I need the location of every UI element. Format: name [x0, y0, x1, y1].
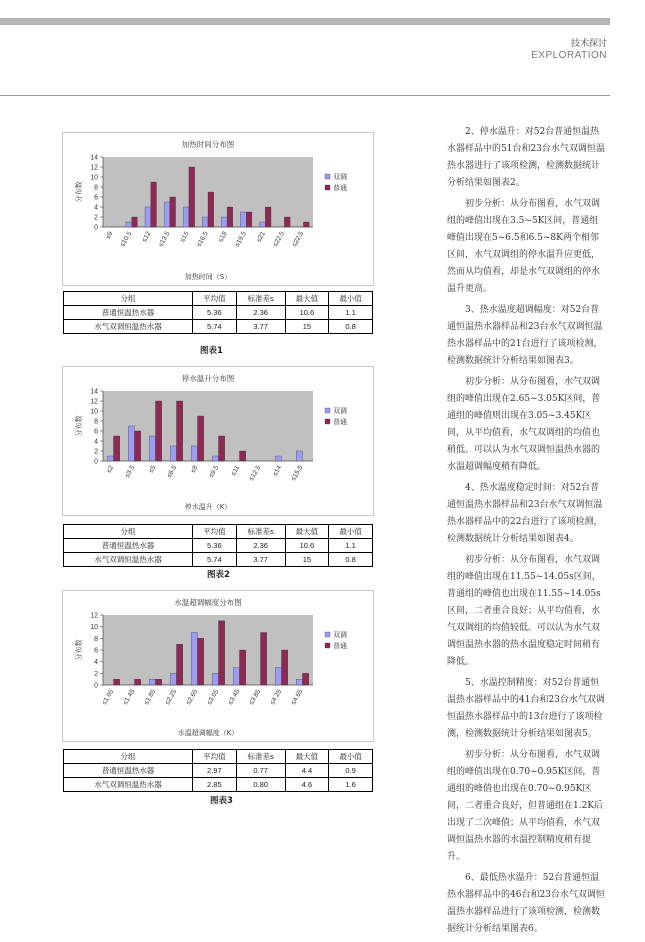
bar — [240, 451, 246, 461]
bar — [132, 217, 138, 227]
stats-table-2 — [63, 524, 373, 567]
bar — [107, 456, 113, 461]
x-tick-label: ≤1.85 — [143, 688, 158, 707]
y-tick-label: 12 — [90, 164, 98, 172]
legend-swatch — [325, 419, 330, 424]
bar — [177, 401, 183, 461]
table-row — [64, 320, 373, 334]
y-tick-label: 6 — [94, 428, 98, 436]
legend-swatch — [325, 185, 330, 190]
x-tick-label: ≤15 — [179, 230, 191, 244]
x-tick-label: ≤13.5 — [157, 230, 172, 249]
chart-heating-time — [62, 132, 374, 286]
bar — [275, 456, 281, 461]
y-tick-label: 2 — [94, 670, 98, 678]
bar — [151, 182, 157, 227]
y-tick-label: 8 — [94, 418, 98, 426]
x-axis-label: 水温超调幅度（K） — [177, 729, 239, 737]
table-cell: 3.77 — [236, 320, 285, 334]
bar — [282, 650, 288, 685]
table-cell: 0.9 — [329, 764, 373, 778]
y-tick-label: 10 — [90, 408, 98, 416]
legend-swatch — [325, 632, 330, 637]
x-tick-label: ≤12 — [140, 230, 153, 244]
bar — [227, 207, 233, 227]
x-tick-label: ≤4.65 — [290, 688, 305, 707]
x-tick-label: ≤3.45 — [227, 688, 242, 707]
table-header-row — [64, 292, 373, 306]
y-tick-label: 10 — [90, 174, 98, 182]
table-cell: 1.1 — [329, 539, 373, 553]
x-tick-label: ≤4.25 — [269, 688, 284, 707]
bar — [156, 401, 162, 461]
table-cell: 2.36 — [236, 306, 285, 320]
table-cell: 水气双调恒温热水器 — [64, 778, 193, 792]
table-cell: 0.8 — [329, 320, 373, 334]
table-cell: 10.6 — [285, 306, 329, 320]
bar — [177, 644, 183, 685]
table-cell: 0.77 — [236, 764, 285, 778]
bar — [284, 217, 290, 227]
x-tick-label: ≤18 — [217, 230, 229, 244]
x-tick-label: ≤9 — [104, 230, 115, 241]
table-cell: 15 — [285, 320, 329, 334]
bar — [149, 436, 155, 461]
y-tick-label: 4 — [94, 204, 98, 212]
table-cell: 水气双调恒温热水器 — [64, 320, 193, 334]
table-cell: 水气双调恒温热水器 — [64, 553, 193, 567]
chart-overshoot-svg — [63, 591, 373, 741]
x-tick-label: ≤10.5 — [119, 230, 134, 249]
table-header-cell: 最小值 — [329, 525, 373, 539]
bar — [170, 197, 176, 227]
table-cell: 2.85 — [193, 778, 237, 792]
x-tick-label: ≤14 — [271, 464, 284, 478]
y-tick-label: 0 — [94, 458, 98, 466]
x-tick-label: ≤22.5 — [271, 230, 287, 249]
stats-table-1 — [63, 291, 373, 334]
y-axis-label: 分布数 — [75, 639, 83, 661]
table-row — [64, 306, 373, 320]
chart-heating-time-svg — [63, 133, 373, 285]
paragraph: 初步分析：从分布图看，水气双调组的峰值出现在3.5~5K区间，普通组峰值出现在5~6.5和6.5~8K两个相邻区间，水气双调组的停水温升应更低，然而从均值看，却是水气双调组的停水温升更高。 — [447, 199, 601, 294]
legend-swatch — [325, 643, 330, 648]
bar — [212, 456, 218, 461]
bar — [221, 217, 227, 227]
bar — [261, 633, 267, 686]
stats-table-3 — [63, 749, 373, 792]
y-tick-label: 4 — [94, 659, 98, 667]
x-tick-label: ≤2.65 — [185, 688, 200, 707]
table-cell: 0.80 — [236, 778, 285, 792]
y-tick-label: 2 — [94, 448, 98, 456]
x-tick-label: ≤1.05 — [101, 688, 116, 707]
y-tick-label: 12 — [90, 612, 98, 620]
bar — [219, 436, 225, 461]
paragraph: 4、热水温度稳定时间：对52台普通恒温热水器样品和23台水气双调恒温热水器样品中的22台进行了该项检测，检测数据统计分析结果如图表4。 — [447, 483, 603, 544]
x-tick-label: ≤9.5 — [207, 464, 221, 479]
legend-swatch — [325, 408, 330, 413]
paragraph: 初步分析：从分布图看，水气双调组的峰值出现在2.65~3.05K区间，普通组的峰值则出现在3.05~3.45K区间，从平均值看，水气双调组的均值也稍低。可以认为水气双调恒温热水器的水温超调幅度稍有降低。 — [447, 377, 601, 472]
y-axis-label: 分布数 — [75, 415, 83, 437]
y-tick-label: 0 — [94, 682, 98, 690]
section-label-en: EXPLORATION — [531, 50, 607, 61]
table-cell: 4.6 — [285, 778, 329, 792]
bar — [114, 436, 120, 461]
table-header-cell: 分组 — [64, 292, 193, 306]
table-header-cell: 最小值 — [329, 750, 373, 764]
x-axis-label: 加热时间（S） — [184, 273, 232, 281]
bar — [128, 426, 134, 461]
bar — [145, 207, 151, 227]
y-tick-label: 8 — [94, 635, 98, 643]
x-tick-label: ≤21 — [255, 230, 268, 244]
x-tick-label: ≤3.5 — [123, 464, 137, 479]
table-row — [64, 539, 373, 553]
bar — [191, 633, 197, 686]
table-cell: 5.36 — [193, 306, 237, 320]
table-cell: 5.36 — [193, 539, 237, 553]
paragraph: 初步分析：从分布图看，水气双调组的峰值出现在0.70~0.95K区间，普通组的峰值也出现在0.70~0.95K区间，二者重合良好，但普通组在1.2K后出现了二次峰值；从平均值看，水气双调恒温热水器的水温控制精度稍有提升。 — [447, 750, 604, 862]
chart-title: 水温超调幅度分布图 — [174, 598, 242, 607]
bar — [260, 222, 266, 227]
bar — [135, 431, 141, 461]
chart-water-temp-rise — [62, 366, 374, 516]
y-tick-label: 4 — [94, 438, 98, 446]
bar — [265, 207, 271, 227]
x-tick-label: ≤3.05 — [206, 688, 221, 707]
x-tick-label: ≤1.45 — [122, 688, 137, 707]
table-header-cell: 平均值 — [193, 525, 237, 539]
table-cell: 4.4 — [285, 764, 329, 778]
y-tick-label: 6 — [94, 194, 98, 202]
bar — [240, 212, 246, 227]
bar — [198, 638, 204, 685]
table-header-cell: 分组 — [64, 525, 193, 539]
legend-label: 普通 — [333, 184, 347, 192]
header-rule — [0, 95, 610, 96]
x-tick-label: ≤16.5 — [195, 230, 210, 249]
table-header-cell: 标准差s — [236, 750, 285, 764]
bar — [183, 207, 189, 227]
table-row — [64, 764, 373, 778]
figure-caption: 图表1 — [200, 346, 223, 356]
x-tick-label: ≤5 — [147, 464, 158, 475]
legend-label: 双调 — [333, 631, 347, 639]
x-tick-label: ≤2 — [105, 464, 116, 475]
y-tick-label: 8 — [94, 184, 98, 192]
x-tick-label: ≤22.5 — [291, 230, 306, 249]
figure-caption: 图表2 — [207, 570, 230, 580]
table-cell: 5.74 — [193, 553, 237, 567]
y-tick-label: 12 — [90, 398, 98, 406]
bar — [246, 212, 252, 227]
bar — [135, 679, 141, 685]
chart-title: 停水温升分布图 — [181, 374, 235, 383]
bar — [240, 650, 246, 685]
bar — [296, 679, 302, 685]
section-label: 技术探讨 — [570, 39, 607, 49]
table-cell: 3.77 — [236, 553, 285, 567]
bar — [212, 673, 218, 685]
table-row — [64, 553, 373, 567]
x-tick-label: ≤11 — [230, 464, 242, 477]
bar — [170, 446, 176, 461]
legend-label: 普通 — [333, 642, 347, 650]
header-bar — [0, 18, 610, 25]
y-tick-label: 14 — [90, 154, 98, 162]
y-tick-label: 0 — [94, 224, 98, 232]
table-cell: 普通恒温热水器 — [64, 539, 193, 553]
bar — [114, 679, 120, 685]
table-cell: 0.8 — [329, 553, 373, 567]
table-cell: 1.1 — [329, 306, 373, 320]
table-header-row — [64, 525, 373, 539]
table-header-cell: 最大值 — [285, 292, 329, 306]
bar — [275, 668, 281, 686]
bar — [219, 621, 225, 685]
table-cell: 普通恒温热水器 — [64, 764, 193, 778]
bar — [149, 679, 155, 685]
table-header-cell: 最大值 — [285, 750, 329, 764]
table-header-row — [64, 750, 373, 764]
table-cell: 15 — [285, 553, 329, 567]
bar — [296, 451, 302, 461]
y-axis-label: 分布数 — [75, 181, 83, 203]
paragraph: 6、最低热水温升：52台普通恒温热水器样品中的46台和23台水气双调恒温热水器样品进行了该项检测，检测数据统计分析结果图表6。 — [447, 873, 605, 934]
table-row — [64, 778, 373, 792]
x-axis-label: 停水温升（K） — [184, 503, 232, 511]
article-body — [447, 124, 607, 942]
table-cell: 2.97 — [193, 764, 237, 778]
table-cell: 1.6 — [329, 778, 373, 792]
table-cell: 2.36 — [236, 539, 285, 553]
bar — [303, 673, 309, 685]
x-tick-label: ≤2.25 — [164, 688, 179, 707]
chart-overshoot — [62, 590, 374, 742]
chart-water-temp-rise-svg — [63, 367, 373, 515]
x-tick-label: ≤8 — [189, 464, 200, 475]
bar — [233, 668, 239, 686]
x-tick-label: ≤3.85 — [248, 688, 263, 707]
x-tick-label: ≤19.5 — [233, 230, 248, 249]
legend-label: 普通 — [333, 418, 347, 426]
table-header-cell: 最大值 — [285, 525, 329, 539]
bar — [303, 222, 309, 227]
chart-title: 加热时间分布图 — [181, 140, 235, 149]
table-cell: 10.6 — [285, 539, 329, 553]
paragraph: 5、水温控制精度：对52台普通恒温热水器样品中的41台和23台水气双调恒温热水器样品中的13台进行了该项检测，检测数据统计分析结果如图表5。 — [447, 678, 605, 739]
paragraph: 初步分析：从分布图看，水气双调组的峰值出现在11.55~14.05s区间，普通组的峰值也出现在11.55~14.05s区间，二者重合良好；从平均值看，水气双调组的均值较低。可以认为水气双调恒温热水器的热水温度稳定时间稍有降低。 — [447, 555, 601, 667]
x-tick-label: ≤12.5 — [248, 464, 263, 483]
table-header-cell: 平均值 — [193, 292, 237, 306]
bar — [191, 446, 197, 461]
figure-caption: 图表3 — [210, 796, 233, 806]
bar — [198, 416, 204, 461]
table-header-cell: 最小值 — [329, 292, 373, 306]
legend-label: 双调 — [333, 173, 347, 181]
bar — [126, 222, 132, 227]
bar — [208, 192, 214, 227]
table-cell: 5.74 — [193, 320, 237, 334]
y-tick-label: 10 — [90, 624, 98, 632]
bar — [164, 202, 170, 227]
table-header-cell: 平均值 — [193, 750, 237, 764]
legend-swatch — [325, 174, 330, 179]
table-header-cell: 标准差s — [236, 292, 285, 306]
bar — [156, 679, 162, 685]
y-tick-label: 6 — [94, 647, 98, 655]
x-tick-label: ≤15.5 — [290, 464, 305, 483]
table-header-cell: 标准差s — [236, 525, 285, 539]
y-tick-label: 2 — [94, 214, 98, 222]
legend-label: 双调 — [333, 407, 347, 415]
paragraph: 3、热水温度超调幅度：对52台普通恒温热水器样品和23台水气双调恒温热水器样品中的21台进行了该项检测，检测数据统计分析结果如图表3。 — [447, 305, 603, 366]
bar — [189, 167, 195, 227]
table-cell: 普通恒温热水器 — [64, 306, 193, 320]
table-header-cell: 分组 — [64, 750, 193, 764]
y-tick-label: 14 — [90, 388, 98, 396]
paragraph: 2、停水温升：对52台普通恒温热水器样品中的51台和23台水气双调恒温热水器进行了该项检测，检测数据统计分析结果如图表2。 — [447, 127, 605, 188]
bar — [202, 217, 208, 227]
x-tick-label: ≤6.5 — [165, 464, 179, 479]
bar — [170, 673, 176, 685]
